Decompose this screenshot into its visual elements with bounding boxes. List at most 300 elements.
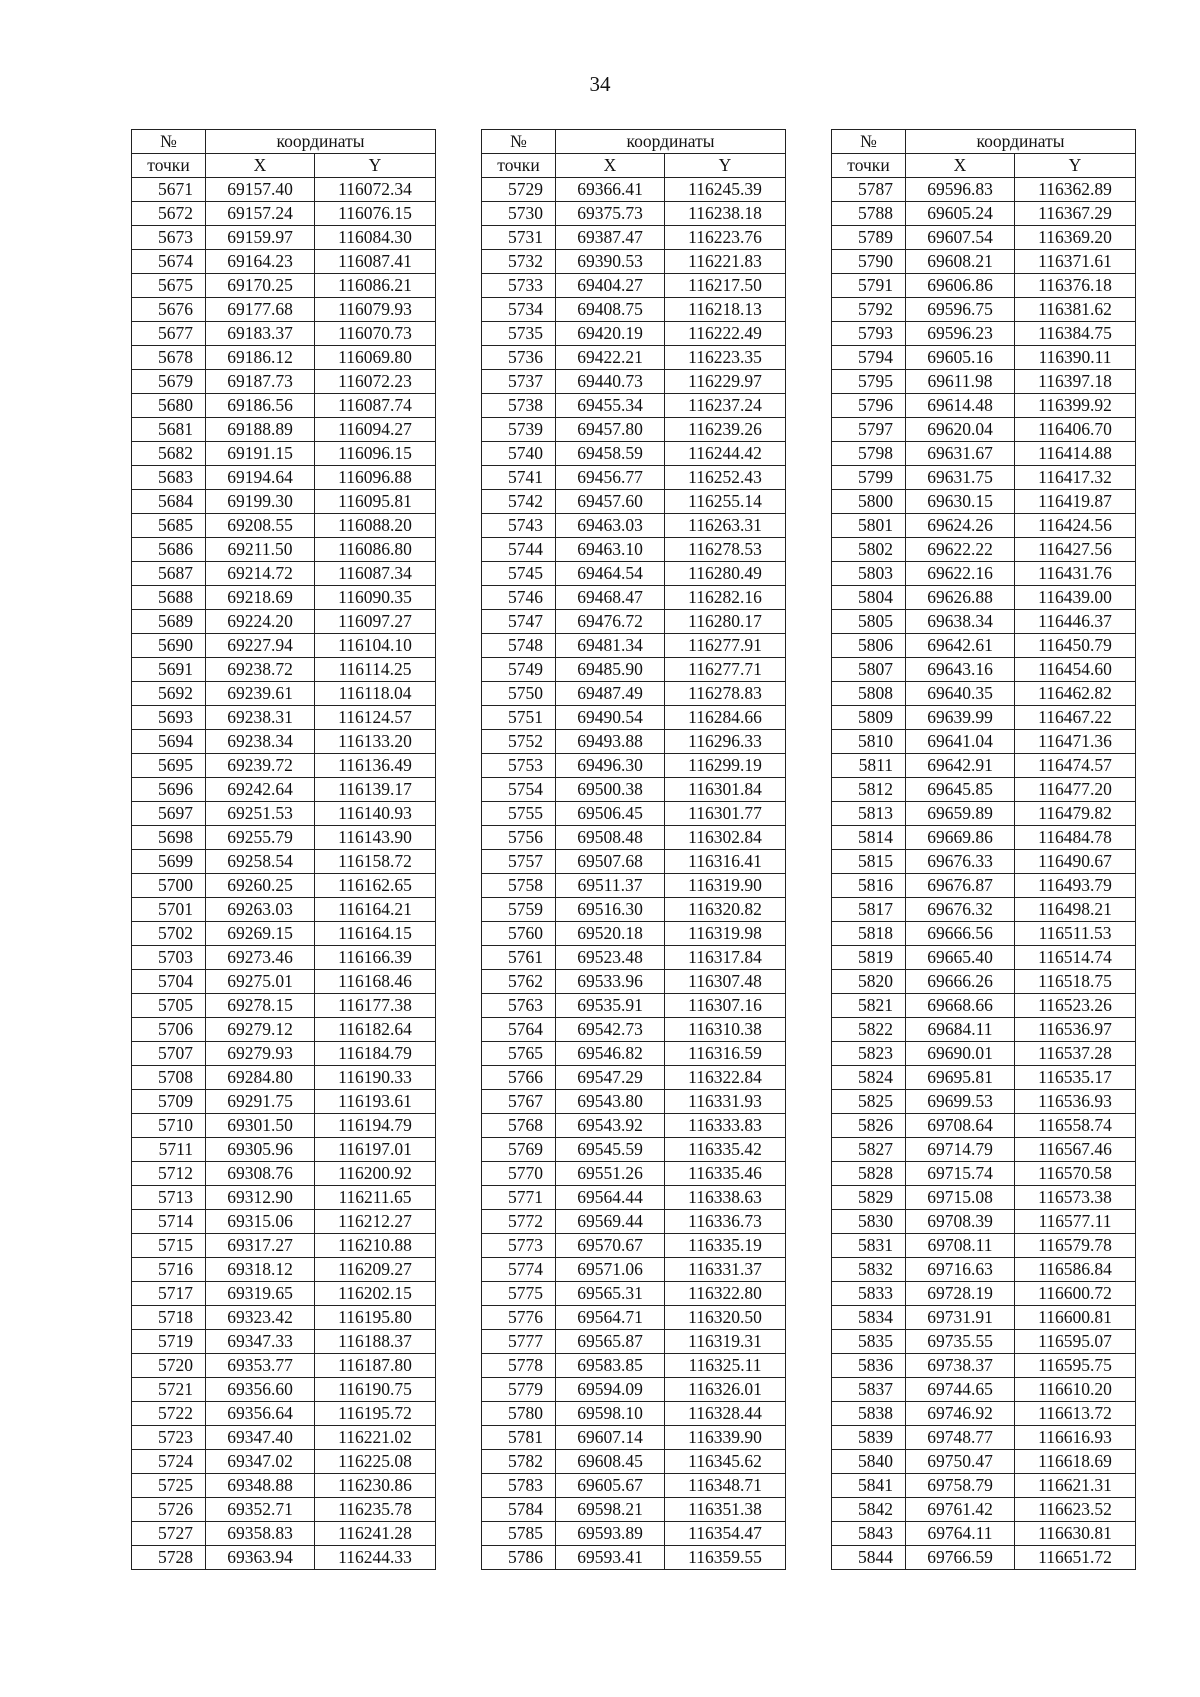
point-number-cell: 5763: [482, 994, 556, 1018]
table-row: [482, 1210, 786, 1234]
point-number-cell: 5754: [482, 778, 556, 802]
x-coordinate-cell: 69487.49: [556, 682, 665, 706]
x-coordinate-cell: 69404.27: [556, 274, 665, 298]
point-number-cell: 5675: [132, 274, 206, 298]
x-coordinate-cell: 69594.09: [556, 1378, 665, 1402]
point-number-cell: 5800: [832, 490, 906, 514]
table-row: [832, 898, 1136, 922]
x-coordinate-cell: 69764.11: [906, 1522, 1015, 1546]
x-coordinate-cell: 69458.59: [556, 442, 665, 466]
point-number-cell: 5683: [132, 466, 206, 490]
point-number-cell: 5749: [482, 658, 556, 682]
y-coordinate-cell: 116570.58: [1015, 1162, 1136, 1186]
x-coordinate-cell: 69238.31: [206, 706, 315, 730]
x-coordinate-cell: 69676.32: [906, 898, 1015, 922]
y-coordinate-cell: 116284.66: [665, 706, 786, 730]
table-row: [132, 514, 436, 538]
point-number-cell: 5710: [132, 1114, 206, 1138]
y-coordinate-cell: 116474.57: [1015, 754, 1136, 778]
x-coordinate-cell: 69714.79: [906, 1138, 1015, 1162]
x-coordinate-cell: 69227.94: [206, 634, 315, 658]
point-number-cell: 5802: [832, 538, 906, 562]
y-coordinate-cell: 116087.41: [315, 250, 436, 274]
table-row: [132, 826, 436, 850]
y-header: Y: [665, 154, 786, 178]
x-coordinate-cell: 69596.75: [906, 298, 1015, 322]
x-coordinate-cell: 69211.50: [206, 538, 315, 562]
x-coordinate-cell: 69622.22: [906, 538, 1015, 562]
table-row: [482, 370, 786, 394]
y-coordinate-cell: 116114.25: [315, 658, 436, 682]
x-coordinate-cell: 69569.44: [556, 1210, 665, 1234]
x-coordinate-cell: 69239.72: [206, 754, 315, 778]
x-coordinate-cell: 69571.06: [556, 1258, 665, 1282]
point-number-cell: 5753: [482, 754, 556, 778]
point-number-cell: 5672: [132, 202, 206, 226]
y-coordinate-cell: 116193.61: [315, 1090, 436, 1114]
table-row: [132, 1306, 436, 1330]
x-coordinate-cell: 69583.85: [556, 1354, 665, 1378]
x-coordinate-cell: 69551.26: [556, 1162, 665, 1186]
y-coordinate-cell: 116095.81: [315, 490, 436, 514]
y-coordinate-cell: 116164.21: [315, 898, 436, 922]
point-number-cell: 5760: [482, 922, 556, 946]
y-coordinate-cell: 116235.78: [315, 1498, 436, 1522]
point-no-header: №: [482, 130, 556, 154]
x-coordinate-cell: 69598.21: [556, 1498, 665, 1522]
table-row: [132, 226, 436, 250]
x-coordinate-cell: 69275.01: [206, 970, 315, 994]
point-number-cell: 5681: [132, 418, 206, 442]
y-coordinate-cell: 116252.43: [665, 466, 786, 490]
point-number-cell: 5679: [132, 370, 206, 394]
point-number-cell: 5827: [832, 1138, 906, 1162]
coordinates-table-3: [831, 129, 1136, 1570]
y-coordinate-cell: 116558.74: [1015, 1114, 1136, 1138]
point-number-cell: 5793: [832, 322, 906, 346]
point-number-cell: 5720: [132, 1354, 206, 1378]
y-coordinate-cell: 116319.31: [665, 1330, 786, 1354]
table-row: [132, 298, 436, 322]
point-number-cell: 5707: [132, 1042, 206, 1066]
table-row: [482, 1306, 786, 1330]
x-coordinate-cell: 69347.40: [206, 1426, 315, 1450]
x-coordinate-cell: 69500.38: [556, 778, 665, 802]
y-coordinate-cell: 116223.35: [665, 346, 786, 370]
table-row: [482, 1450, 786, 1474]
point-number-cell: 5738: [482, 394, 556, 418]
point-number-cell: 5828: [832, 1162, 906, 1186]
y-coordinate-cell: 116118.04: [315, 682, 436, 706]
point-number-cell: 5805: [832, 610, 906, 634]
y-coordinate-cell: 116200.92: [315, 1162, 436, 1186]
x-coordinate-cell: 69263.03: [206, 898, 315, 922]
point-number-cell: 5712: [132, 1162, 206, 1186]
x-coordinate-cell: 69164.23: [206, 250, 315, 274]
point-number-cell: 5813: [832, 802, 906, 826]
y-coordinate-cell: 116087.74: [315, 394, 436, 418]
table-row: [132, 202, 436, 226]
table-row: [832, 754, 1136, 778]
table-row: [482, 1018, 786, 1042]
table-row: [482, 1258, 786, 1282]
x-coordinate-cell: 69630.15: [906, 490, 1015, 514]
table-row: [482, 1138, 786, 1162]
point-label-header: точки: [132, 154, 206, 178]
table-row: [482, 1354, 786, 1378]
x-coordinate-cell: 69624.26: [906, 514, 1015, 538]
y-coordinate-cell: 116427.56: [1015, 538, 1136, 562]
point-number-cell: 5815: [832, 850, 906, 874]
x-coordinate-cell: 69347.02: [206, 1450, 315, 1474]
y-coordinate-cell: 116280.49: [665, 562, 786, 586]
table-row: [832, 1330, 1136, 1354]
y-coordinate-cell: 116307.16: [665, 994, 786, 1018]
table-row: [832, 1450, 1136, 1474]
table-row: [832, 1258, 1136, 1282]
point-number-cell: 5837: [832, 1378, 906, 1402]
y-coordinate-cell: 116586.84: [1015, 1258, 1136, 1282]
table-row: [132, 1042, 436, 1066]
y-coordinate-cell: 116209.27: [315, 1258, 436, 1282]
point-number-cell: 5745: [482, 562, 556, 586]
y-header: Y: [1015, 154, 1136, 178]
y-coordinate-cell: 116221.02: [315, 1426, 436, 1450]
table-row: [482, 1162, 786, 1186]
y-coordinate-cell: 116338.63: [665, 1186, 786, 1210]
table-row: [482, 658, 786, 682]
point-number-cell: 5829: [832, 1186, 906, 1210]
x-coordinate-cell: 69485.90: [556, 658, 665, 682]
y-coordinate-cell: 116195.80: [315, 1306, 436, 1330]
point-number-cell: 5818: [832, 922, 906, 946]
x-coordinate-cell: 69543.92: [556, 1114, 665, 1138]
point-number-cell: 5767: [482, 1090, 556, 1114]
table-row: [832, 1402, 1136, 1426]
table-row: [132, 1066, 436, 1090]
x-coordinate-cell: 69242.64: [206, 778, 315, 802]
table-row: [482, 730, 786, 754]
y-coordinate-cell: 116345.62: [665, 1450, 786, 1474]
x-coordinate-cell: 69390.53: [556, 250, 665, 274]
table-row: [132, 1354, 436, 1378]
y-coordinate-cell: 116239.26: [665, 418, 786, 442]
x-coordinate-cell: 69746.92: [906, 1402, 1015, 1426]
point-number-cell: 5801: [832, 514, 906, 538]
y-coordinate-cell: 116431.76: [1015, 562, 1136, 586]
y-coordinate-cell: 116237.24: [665, 394, 786, 418]
table-row: [482, 322, 786, 346]
table-row: [482, 874, 786, 898]
y-coordinate-cell: 116158.72: [315, 850, 436, 874]
point-number-cell: 5786: [482, 1546, 556, 1570]
table-row: [132, 682, 436, 706]
table-row: [832, 730, 1136, 754]
table-row: [482, 1498, 786, 1522]
x-coordinate-cell: 69188.89: [206, 418, 315, 442]
table-row: [482, 802, 786, 826]
y-coordinate-cell: 116143.90: [315, 826, 436, 850]
table-row: [832, 1282, 1136, 1306]
point-number-cell: 5785: [482, 1522, 556, 1546]
point-number-cell: 5680: [132, 394, 206, 418]
y-coordinate-cell: 116616.93: [1015, 1426, 1136, 1450]
y-coordinate-cell: 116467.22: [1015, 706, 1136, 730]
y-coordinate-cell: 116087.34: [315, 562, 436, 586]
table-row: [482, 442, 786, 466]
y-coordinate-cell: 116322.80: [665, 1282, 786, 1306]
x-coordinate-cell: 69676.87: [906, 874, 1015, 898]
y-coordinate-cell: 116335.19: [665, 1234, 786, 1258]
y-coordinate-cell: 116567.46: [1015, 1138, 1136, 1162]
point-number-cell: 5816: [832, 874, 906, 898]
x-coordinate-cell: 69695.81: [906, 1066, 1015, 1090]
x-coordinate-cell: 69511.37: [556, 874, 665, 898]
y-coordinate-cell: 116086.80: [315, 538, 436, 562]
point-number-cell: 5752: [482, 730, 556, 754]
point-number-cell: 5822: [832, 1018, 906, 1042]
point-number-cell: 5700: [132, 874, 206, 898]
x-coordinate-cell: 69255.79: [206, 826, 315, 850]
table-row: [832, 658, 1136, 682]
x-coordinate-cell: 69177.68: [206, 298, 315, 322]
table-row: [482, 634, 786, 658]
x-coordinate-cell: 69507.68: [556, 850, 665, 874]
point-number-cell: 5776: [482, 1306, 556, 1330]
point-no-header: №: [832, 130, 906, 154]
x-coordinate-cell: 69638.34: [906, 610, 1015, 634]
point-number-cell: 5731: [482, 226, 556, 250]
table-row: [482, 1066, 786, 1090]
x-coordinate-cell: 69668.66: [906, 994, 1015, 1018]
x-coordinate-cell: 69218.69: [206, 586, 315, 610]
y-coordinate-cell: 116577.11: [1015, 1210, 1136, 1234]
x-coordinate-cell: 69516.30: [556, 898, 665, 922]
table-row: [832, 202, 1136, 226]
point-number-cell: 5762: [482, 970, 556, 994]
y-coordinate-cell: 116613.72: [1015, 1402, 1136, 1426]
table-row: [832, 1018, 1136, 1042]
x-coordinate-cell: 69631.75: [906, 466, 1015, 490]
y-coordinate-cell: 116140.93: [315, 802, 436, 826]
point-number-cell: 5783: [482, 1474, 556, 1498]
point-number-cell: 5722: [132, 1402, 206, 1426]
table-row: [482, 1522, 786, 1546]
table-row: [832, 850, 1136, 874]
point-label-header: точки: [482, 154, 556, 178]
table-row: [132, 1378, 436, 1402]
table-row: [132, 1138, 436, 1162]
table-row: [132, 1210, 436, 1234]
y-coordinate-cell: 116299.19: [665, 754, 786, 778]
point-number-cell: 5836: [832, 1354, 906, 1378]
table-row: [132, 1546, 436, 1570]
table-row: [832, 1474, 1136, 1498]
y-coordinate-cell: 116162.65: [315, 874, 436, 898]
x-coordinate-cell: 69642.91: [906, 754, 1015, 778]
x-coordinate-cell: 69199.30: [206, 490, 315, 514]
table-row: [132, 274, 436, 298]
y-coordinate-cell: 116331.37: [665, 1258, 786, 1282]
point-number-cell: 5819: [832, 946, 906, 970]
table-row: [132, 418, 436, 442]
table-row: [482, 562, 786, 586]
table-row: [132, 778, 436, 802]
x-coordinate-cell: 69214.72: [206, 562, 315, 586]
x-coordinate-cell: 69643.16: [906, 658, 1015, 682]
x-coordinate-cell: 69565.31: [556, 1282, 665, 1306]
x-coordinate-cell: 69496.30: [556, 754, 665, 778]
point-number-cell: 5782: [482, 1450, 556, 1474]
y-coordinate-cell: 116325.11: [665, 1354, 786, 1378]
x-coordinate-cell: 69186.56: [206, 394, 315, 418]
x-coordinate-cell: 69506.45: [556, 802, 665, 826]
table-row: [832, 1042, 1136, 1066]
x-coordinate-cell: 69715.74: [906, 1162, 1015, 1186]
table-row: [832, 1546, 1136, 1570]
point-number-cell: 5788: [832, 202, 906, 226]
x-coordinate-cell: 69642.61: [906, 634, 1015, 658]
x-coordinate-cell: 69348.88: [206, 1474, 315, 1498]
y-coordinate-cell: 116136.49: [315, 754, 436, 778]
x-coordinate-cell: 69564.71: [556, 1306, 665, 1330]
x-coordinate-cell: 69666.26: [906, 970, 1015, 994]
y-coordinate-cell: 116390.11: [1015, 346, 1136, 370]
point-number-cell: 5812: [832, 778, 906, 802]
y-coordinate-cell: 116362.89: [1015, 178, 1136, 202]
y-coordinate-cell: 116296.33: [665, 730, 786, 754]
y-coordinate-cell: 116621.31: [1015, 1474, 1136, 1498]
y-coordinate-cell: 116225.08: [315, 1450, 436, 1474]
point-number-cell: 5718: [132, 1306, 206, 1330]
x-coordinate-cell: 69708.39: [906, 1210, 1015, 1234]
x-coordinate-cell: 69735.55: [906, 1330, 1015, 1354]
table-row: [132, 466, 436, 490]
y-coordinate-cell: 116197.01: [315, 1138, 436, 1162]
table-row: [132, 970, 436, 994]
y-coordinate-cell: 116336.73: [665, 1210, 786, 1234]
y-coordinate-cell: 116166.39: [315, 946, 436, 970]
x-coordinate-cell: 69183.37: [206, 322, 315, 346]
table-row: [132, 322, 436, 346]
point-number-cell: 5737: [482, 370, 556, 394]
table-row: [482, 586, 786, 610]
x-coordinate-cell: 69387.47: [556, 226, 665, 250]
table-row: [832, 1234, 1136, 1258]
y-coordinate-cell: 116477.20: [1015, 778, 1136, 802]
y-coordinate-cell: 116307.48: [665, 970, 786, 994]
y-coordinate-cell: 116210.88: [315, 1234, 436, 1258]
y-coordinate-cell: 116222.49: [665, 322, 786, 346]
point-number-cell: 5684: [132, 490, 206, 514]
x-coordinate-cell: 69596.83: [906, 178, 1015, 202]
y-coordinate-cell: 116278.83: [665, 682, 786, 706]
x-coordinate-cell: 69665.40: [906, 946, 1015, 970]
x-coordinate-cell: 69708.64: [906, 1114, 1015, 1138]
table-row: [132, 586, 436, 610]
table-row: [832, 1378, 1136, 1402]
table-row: [832, 1426, 1136, 1450]
y-coordinate-cell: 116316.59: [665, 1042, 786, 1066]
x-coordinate-cell: 69269.15: [206, 922, 315, 946]
y-coordinate-cell: 116316.41: [665, 850, 786, 874]
point-number-cell: 5735: [482, 322, 556, 346]
y-coordinate-cell: 116094.27: [315, 418, 436, 442]
x-coordinate-cell: 69608.21: [906, 250, 1015, 274]
x-coordinate-cell: 69564.44: [556, 1186, 665, 1210]
x-coordinate-cell: 69758.79: [906, 1474, 1015, 1498]
point-number-cell: 5726: [132, 1498, 206, 1522]
x-coordinate-cell: 69315.06: [206, 1210, 315, 1234]
point-number-cell: 5758: [482, 874, 556, 898]
point-number-cell: 5711: [132, 1138, 206, 1162]
x-coordinate-cell: 69622.16: [906, 562, 1015, 586]
point-number-cell: 5832: [832, 1258, 906, 1282]
y-coordinate-cell: 116367.29: [1015, 202, 1136, 226]
y-coordinate-cell: 116218.13: [665, 298, 786, 322]
table-row: [482, 898, 786, 922]
x-coordinate-cell: 69535.91: [556, 994, 665, 1018]
y-coordinate-cell: 116333.83: [665, 1114, 786, 1138]
table-row: [832, 802, 1136, 826]
y-coordinate-cell: 116328.44: [665, 1402, 786, 1426]
table-row: [832, 1066, 1136, 1090]
y-coordinate-cell: 116623.52: [1015, 1498, 1136, 1522]
y-coordinate-cell: 116331.93: [665, 1090, 786, 1114]
table-row: [132, 1114, 436, 1138]
y-coordinate-cell: 116454.60: [1015, 658, 1136, 682]
table-row: [132, 1090, 436, 1114]
table-body: [482, 178, 786, 1570]
y-coordinate-cell: 116280.17: [665, 610, 786, 634]
y-coordinate-cell: 116354.47: [665, 1522, 786, 1546]
point-number-cell: 5687: [132, 562, 206, 586]
y-coordinate-cell: 116417.32: [1015, 466, 1136, 490]
point-number-cell: 5755: [482, 802, 556, 826]
table-row: [132, 1258, 436, 1282]
y-coordinate-cell: 116326.01: [665, 1378, 786, 1402]
point-number-cell: 5844: [832, 1546, 906, 1570]
point-number-cell: 5701: [132, 898, 206, 922]
point-number-cell: 5689: [132, 610, 206, 634]
y-coordinate-cell: 116301.77: [665, 802, 786, 826]
point-number-cell: 5769: [482, 1138, 556, 1162]
table-row: [482, 754, 786, 778]
x-coordinate-cell: 69761.42: [906, 1498, 1015, 1522]
point-number-cell: 5843: [832, 1522, 906, 1546]
y-coordinate-cell: 116600.72: [1015, 1282, 1136, 1306]
x-coordinate-cell: 69238.34: [206, 730, 315, 754]
point-number-cell: 5774: [482, 1258, 556, 1282]
point-number-cell: 5817: [832, 898, 906, 922]
x-coordinate-cell: 69715.08: [906, 1186, 1015, 1210]
y-coordinate-cell: 116187.80: [315, 1354, 436, 1378]
point-number-cell: 5840: [832, 1450, 906, 1474]
point-number-cell: 5795: [832, 370, 906, 394]
table-row: [832, 1186, 1136, 1210]
table-row: [132, 658, 436, 682]
x-coordinate-cell: 69605.16: [906, 346, 1015, 370]
x-coordinate-cell: 69493.88: [556, 730, 665, 754]
y-coordinate-cell: 116088.20: [315, 514, 436, 538]
y-coordinate-cell: 116511.53: [1015, 922, 1136, 946]
table-row: [482, 514, 786, 538]
coordinates-table-1: [131, 129, 436, 1570]
y-coordinate-cell: 116600.81: [1015, 1306, 1136, 1330]
y-coordinate-cell: 116097.27: [315, 610, 436, 634]
y-coordinate-cell: 116086.21: [315, 274, 436, 298]
point-number-cell: 5838: [832, 1402, 906, 1426]
